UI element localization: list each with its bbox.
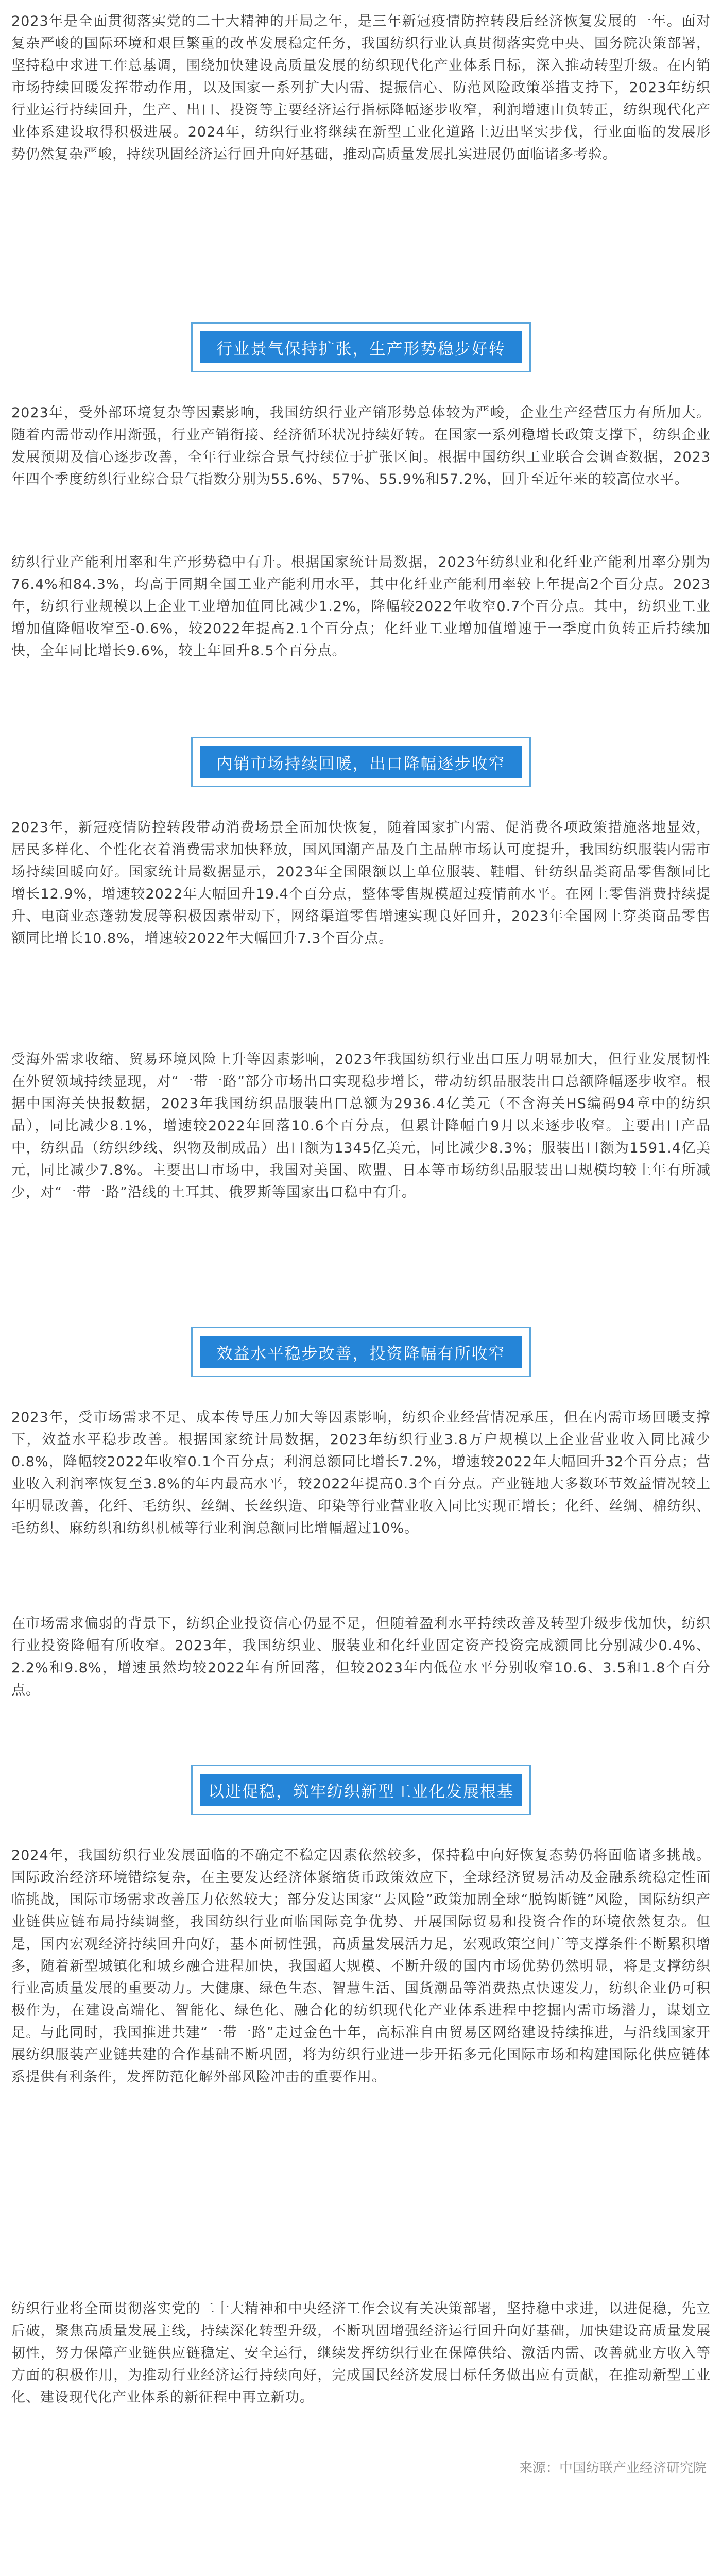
section-title: 效益水平稳步改善，投资降幅有所收窄 [200, 1336, 522, 1368]
paragraph-capacity: 纺织行业产能利用率和生产形势稳中有升。根据国家统计局数据，2023年纺织业和化纤业产能利用率分别为76.4%和84.3%，均高于同期全国工业产能利用水平，其中化纤业产能利用率较上年提高2个百分点。2023年，纺织行业规模以上企业工业增加值同比减少1.2%，降幅较2022年收窄0.7个百分点。其中，纺织业工业增加值降幅收窄至-0.6%，较2022年提高2.1个百分点；化纤业工业增加值增速于一季度由负转正后持续加快，全年同比增长9.6%，较上年回升8.5个百分点。 [11, 554, 711, 659]
paragraph-domestic-sales: 2023年，新冠疫情防控转段带动消费场景全面加快恢复，随着国家扩内需、促消费各项政策措施落地显效，居民多样化、个性化衣着消费需求加快释放，国风国潮产品及自主品牌市场认可度提升，我国纺织服装内需市场持续回暖向好。国家统计局数据显示，2023年全国限额以上单位服装、鞋帽、针纺织品类商品零售额同比增长12.9%，增速较2022年大幅回升19.4个百分点，整体零售规模超过疫情前水平。在网上零售消费持续提升、电商业态蓬勃发展等积极因素带动下，网络渠道零售增速实现良好回升，2023年全国网上穿类商品零售额同比增长10.8%，增速较2022年大幅回升7.3个百分点。 [11, 820, 711, 946]
paragraph-climate: 2023年，受外部环境复杂等因素影响，我国纺织行业产销形势总体较为严峻，企业生产经营压力有所加大。随着内需带动作用渐强，行业产销衔接、经济循环状况持续好转。在国家一系列稳增长政策支撑下，纺织企业发展预期及信心逐步改善，全年行业综合景气持续位于扩张区间。根据中国纺织工业联合会调查数据，2023年四个季度纺织行业综合景气指数分别为55.6%、57%、55.9%和57.2%，回升至近年来的较高位水平。 [11, 405, 711, 487]
intro-paragraph: 2023年是全面贯彻落实党的二十大精神的开局之年，是三年新冠疫情防控转段后经济恢复发展的一年。面对复杂严峻的国际环境和艰巨繁重的改革发展稳定任务，我国纺织行业认真贯彻落实党中央、国务院决策部署，坚持稳中求进工作总基调，围绕加快建设高质量发展的纺织现代化产业体系目标，深入推动转型升级。在内销市场持续回暖发挥带动作用，以及国家一系列扩大内需、提振信心、防范风险政策举措支持下，2023年纺织行业运行持续回升，生产、出口、投资等主要经济运行指标降幅逐步收窄，利润增速由负转正，纺织现代化产业体系建设取得积极进展。2024年，纺织行业将继续在新型工业化道路上迈出坚实步伐，行业面临的发展形势仍然复杂严峻，持续巩固经济运行回升向好基础，推动高质量发展扎实进展仍面临诸多考验。 [11, 13, 711, 162]
section-header-industry-climate [191, 322, 531, 372]
section-title: 内销市场持续回暖，出口降幅逐步收窄 [200, 746, 522, 778]
section-header-efficiency [191, 1327, 531, 1377]
paragraph-efficiency: 2023年，受市场需求不足、成本传导压力加大等因素影响，纺织企业经营情况承压，但在内需市场回暖支撑下，效益水平稳步改善。根据国家统计局数据，2023年纺织行业3.8万户规模以上企业营业收入同比减少0.8%，降幅较2022年收窄0.1个百分点；利润总额同比增长7.2%，增速较2022年大幅回升32个百分点；营业收入利润率恢复至3.8%的年内最高水平，较2022年提高0.3个百分点。产业链地大多数环节效益情况较上年明显改善，化纤、毛纺织、丝绸、长丝织造、印染等行业营业收入同比实现正增长；化纤、丝绸、棉纺织、毛纺织、麻纺织和纺织机械等行业利润总额同比增幅超过10%。 [11, 1410, 711, 1536]
paragraph-conclusion: 纺织行业将全面贯彻落实党的二十大精神和中央经济工作会议有关决策部署，坚持稳中求进，以进促稳，先立后破，聚焦高质量发展主线，持续深化转型升级，不断巩固增强经济运行回升向好基础，加快建设高质量发展韧性，努力保障产业链供应链稳定、安全运行，继续发挥纺织行业在保障供给、激活内需、改善就业方收入等方面的积极作用，为推动行业经济运行持续向好，完成国民经济发展目标任务做出应有贡献，在推动新型工业化、建设现代化产业体系的新征程中再立新功。 [11, 2301, 711, 2405]
section-header-domestic-market [191, 737, 531, 787]
section-header-outlook [191, 1765, 531, 1815]
paragraph-investment: 在市场需求偏弱的背景下，纺织企业投资信心仍显不足，但随着盈利水平持续改善及转型升级步伐加快，纺织行业投资降幅有所收窄。2023年，我国纺织业、服装业和化纤业固定资产投资完成额同比分别减少0.4%、2.2%和9.8%，增速虽然均较2022年有所回落，但较2023年内低位水平分别收窄10.6、3.5和1.8个百分点。 [11, 1616, 711, 1698]
paragraph-outlook: 2024年，我国纺织行业发展面临的不确定不稳定因素依然较多，保持稳中向好恢复态势仍将面临诸多挑战。国际政治经济环境错综复杂，在主要发达经济体紧缩货币政策效应下，全球经济贸易活动及金融系统稳定性面临挑战，国际市场需求改善压力依然较大；部分发达国家“去风险”政策加剧全球“脱钩断链”风险，国际纺织产业链供应链布局持续调整，我国纺织行业面临国际竞争优势、开展国际贸易和投资合作的环境依然复杂。但是，国内宏观经济持续回升向好，基本面韧性强，高质量发展活力足，宏观政策空间广等支撑条件不断累积增多，随着新型城镇化和城乡融合进程加快，我国超大规模、不断升级的国内市场优势仍然明显，将是支撑纺织行业高质量发展的重要动力。大健康、绿色生态、智慧生活、国货潮品等消费热点快速发力，纺织企业仍可积极作为，在建设高端化、智能化、绿色化、融合化的纺织现代化产业体系进程中挖掘内需市场潜力，谋划立足。与此同时，我国推进共建“一带一路”走过金色十年，高标准自由贸易区网络建设持续推进，与沿线国家开展纺织服装产业链共建的合作基础不断巩固，将为纺织行业进一步开拓多元化国际市场和构建国际化供应链体系提供有利条件，发挥防范化解外部风险冲击的重要作用。 [11, 1848, 711, 2085]
section-title: 行业景气保持扩张，生产形势稳步好转 [200, 331, 522, 363]
paragraph-exports: 受海外需求收缩、贸易环境风险上升等因素影响，2023年我国纺织行业出口压力明显加大，但行业发展韧性在外贸领域持续显现，对“一带一路”部分市场出口实现稳步增长，带动纺织品服装出口总额降幅逐步收窄。根据中国海关快报数据，2023年我国纺织品服装出口总额为2936.4亿美元（不含海关HS编码94章中的纺织品），同比减少8.1%，增速较2022年回落10.6个百分点，但累计降幅自9月以来逐步收窄。主要出口产品中，纺织品（纺织纱线、织物及制成品）出口额为1345亿美元，同比减少8.3%；服装出口额为1591.4亿美元，同比减少7.8%。主要出口市场中，我国对美国、欧盟、日本等市场纺织品服装出口规模均较上年有所减少，对“一带一路”沿线的土耳其、俄罗斯等国家出口稳中有升。 [11, 1052, 711, 1200]
source-credit: 来源：中国纺联产业经济研究院 [519, 2461, 707, 2476]
section-title: 以进促稳，筑牢纺织新型工业化发展根基 [200, 1774, 522, 1806]
